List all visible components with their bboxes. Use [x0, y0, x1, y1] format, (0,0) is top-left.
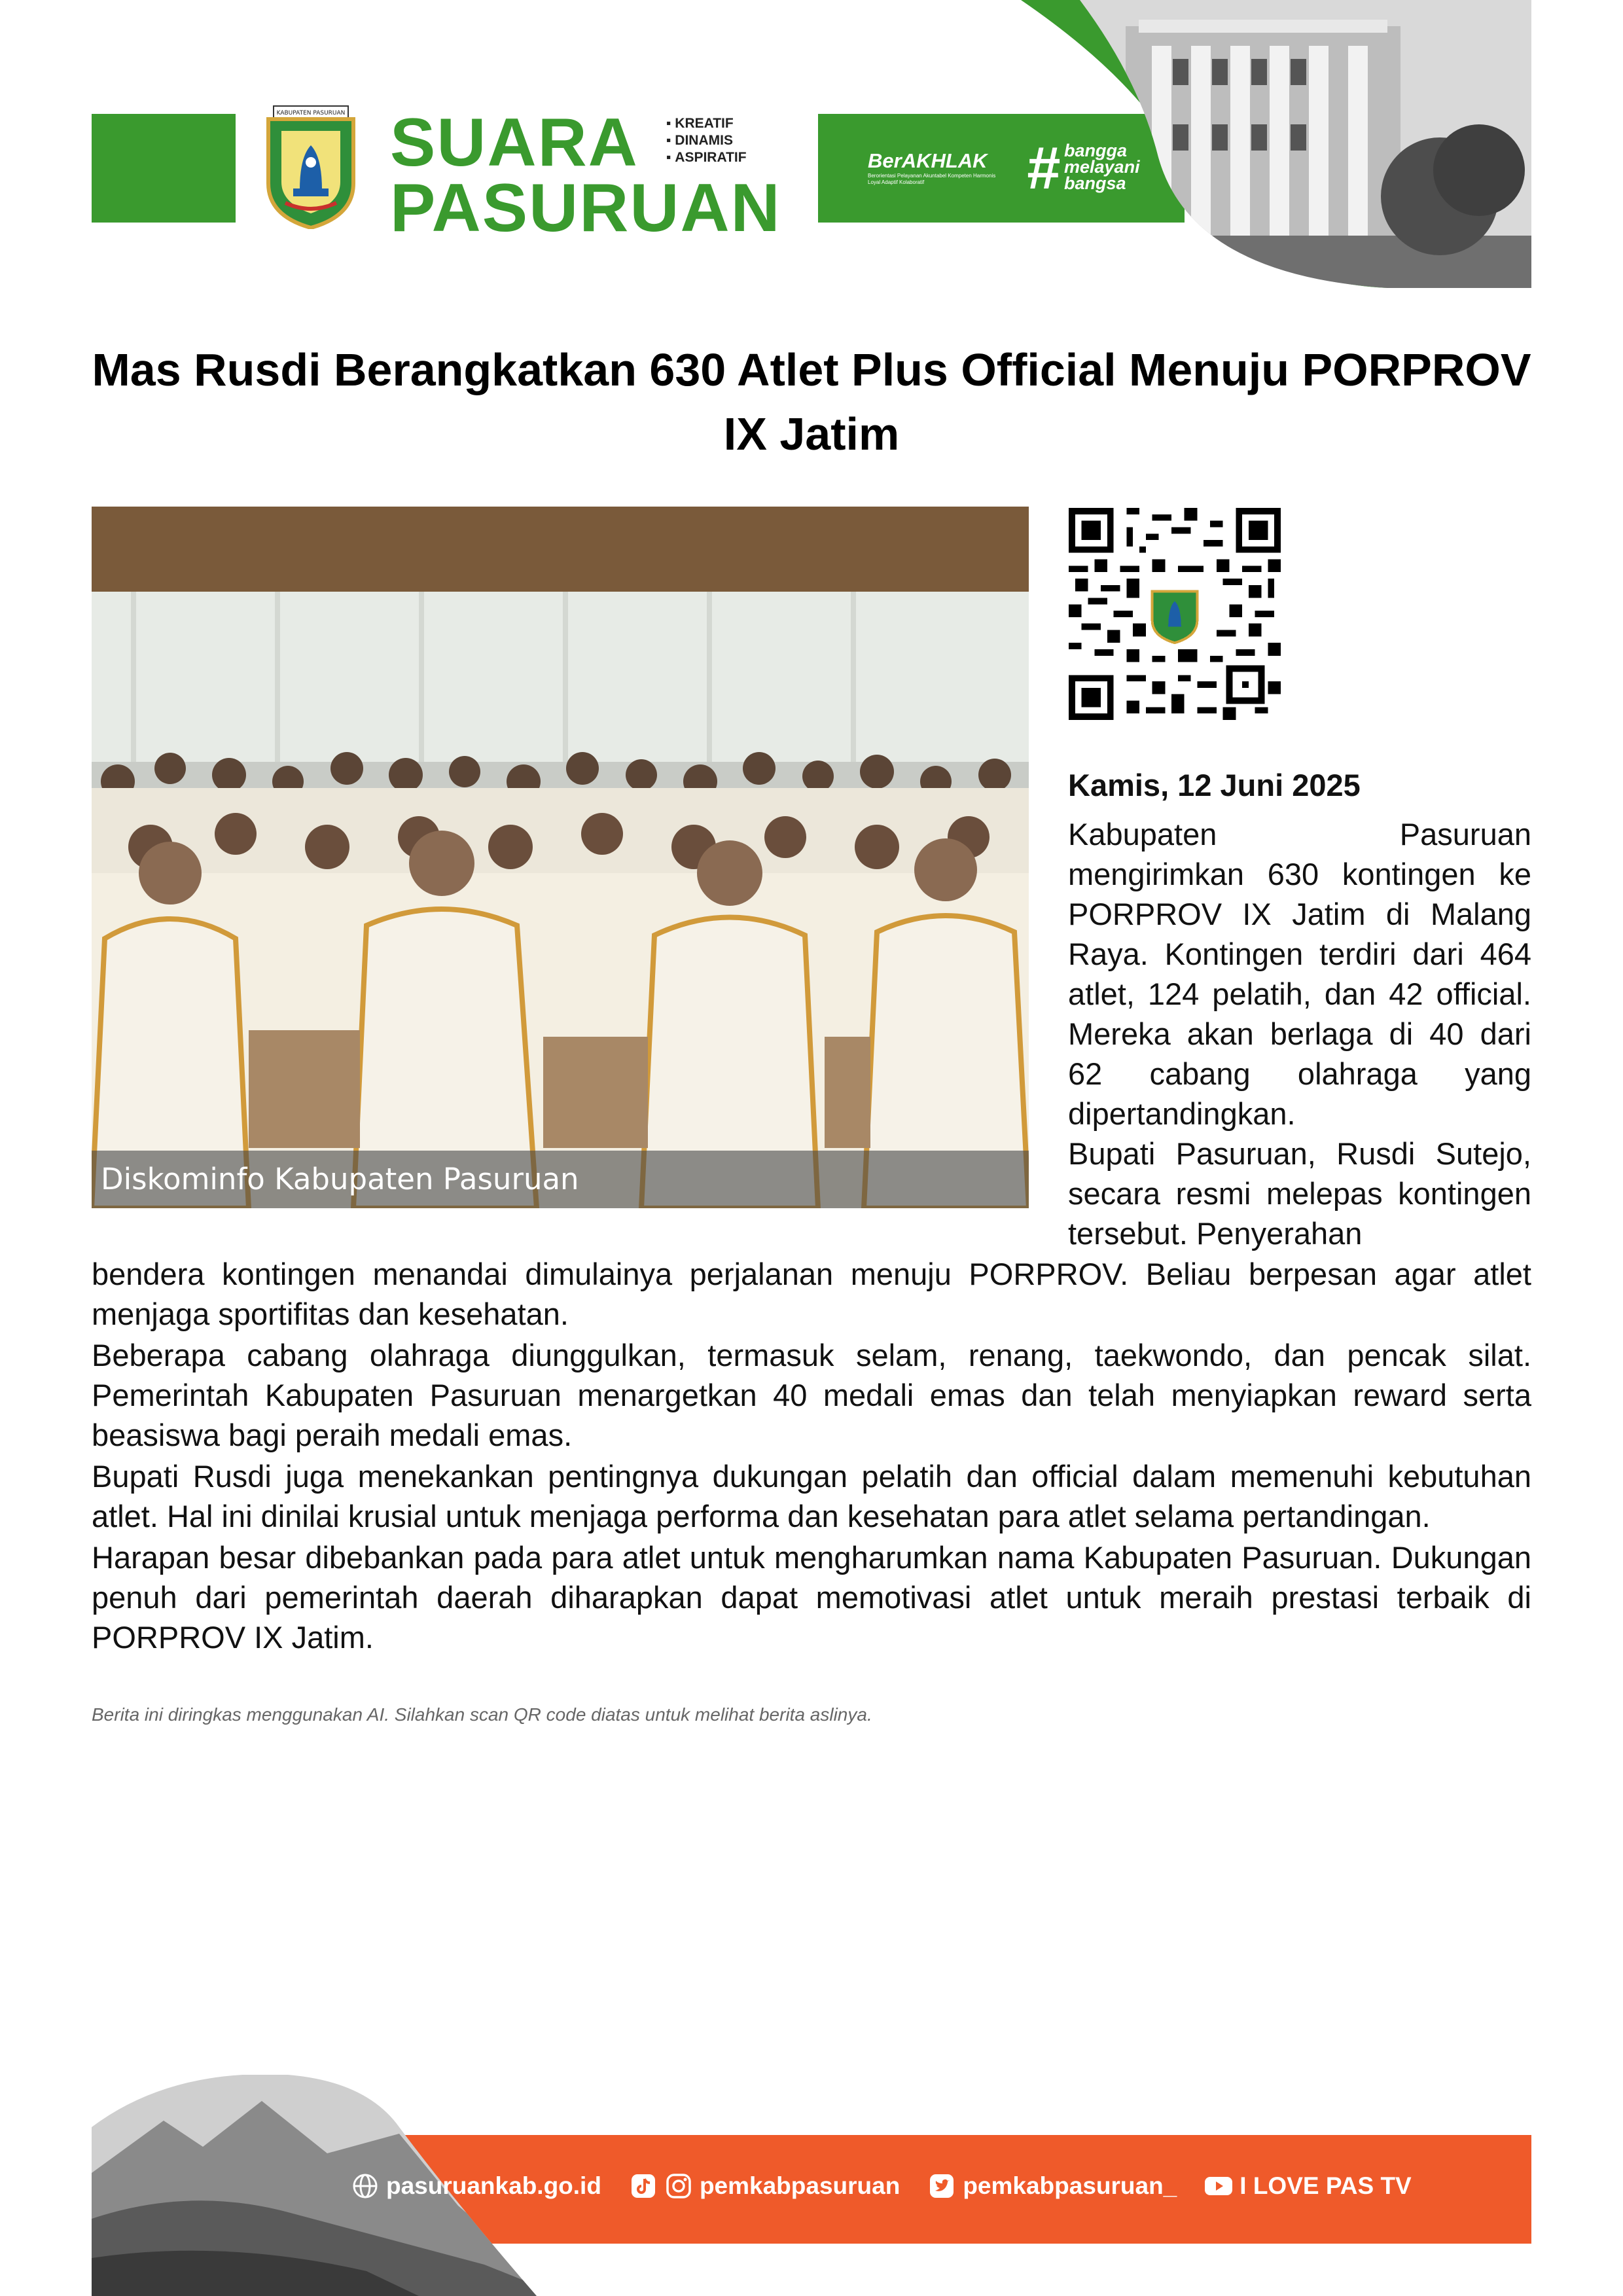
website-link[interactable]: pasuruankab.go.id — [386, 2172, 601, 2199]
berakhlak-subtitle: Berorientasi Pelayanan Akuntabel Kompeten Harmonis Loyal Adaptif Kolaboratif — [868, 173, 996, 185]
qr-code[interactable] — [1069, 508, 1281, 720]
tiktok-instagram-handle[interactable]: pemkabpasuruan — [699, 2172, 901, 2199]
twitter-handle[interactable]: pemkabpasuruan_ — [963, 2172, 1177, 2199]
brand-line-1: SUARA — [390, 105, 639, 181]
article-paragraph: bendera kontingen menandai dimulainya perjalanan menuju PORPROV. Beliau berpesan agar atlet menjaga sportifitas dan kesehatan. — [92, 1257, 1531, 1331]
youtube-icon — [1204, 2172, 1233, 2200]
footer-twitter[interactable] — [927, 2172, 1177, 2200]
twitter-icon — [927, 2172, 956, 2200]
tagline-item: ▪ KREATIF — [666, 115, 747, 132]
article-side-column — [1068, 814, 1531, 1253]
article-title: Mas Rusdi Berangkatkan 630 Atlet Plus Official Menuju PORPROV IX Jatim — [92, 344, 1531, 459]
footer-contacts — [351, 2172, 1439, 2200]
header-green-bar-left — [92, 114, 236, 223]
instagram-icon — [664, 2172, 693, 2200]
bangga-word: melayani — [1064, 157, 1140, 177]
brand-taglines — [666, 115, 747, 166]
footer-tiktok-instagram[interactable] — [629, 2172, 900, 2200]
tagline-item: ▪ DINAMIS — [666, 132, 747, 149]
article-photo — [92, 507, 1029, 1208]
article-paragraph: Kabupaten Pasuruan mengirimkan 630 kontingen ke PORPROV IX Jatim di Malang Raya. Kontingen terdiri dari 464 atlet, 124 pelatih, dan 42 official. Mereka akan berlaga di 40 dari 62 cabang olahraga yang dipertandingkan. — [1068, 817, 1531, 1131]
article-paragraph: Bupati Pasuruan, Rusdi Sutejo, secara resmi melepas kontingen tersebut. Penyerahan — [1068, 1136, 1531, 1251]
footer-website[interactable] — [351, 2172, 601, 2200]
tiktok-icon — [629, 2172, 658, 2200]
bangga-word: bangsa — [1064, 173, 1126, 193]
bangga-word: bangga — [1064, 141, 1128, 160]
tagline-item: ▪ ASPIRATIF — [666, 149, 747, 166]
article-paragraph: Harapan besar dibebankan pada para atlet untuk mengharumkan nama Kabupaten Pasuruan. Dukungan penuh dari pemerintah daerah diharapkan dapat memotivasi atlet untuk meraih prestasi terbaik di PORPROV IX Jatim. — [92, 1540, 1531, 1655]
youtube-channel[interactable]: I LOVE PAS TV — [1240, 2172, 1412, 2199]
photo-credit: Diskominfo Kabupaten Pasuruan — [92, 1151, 1029, 1208]
article-paragraph: Bupati Rusdi juga menekankan pentingnya dukungan pelatih dan official dalam memenuhi kebutuhan atlet. Hal ini dinilai krusial untuk menjaga performa dan kesehatan para atlet selama pertandingan. — [92, 1459, 1531, 1534]
globe-icon — [351, 2172, 380, 2200]
header-building-photo — [1021, 0, 1531, 288]
article-body — [92, 1254, 1531, 1659]
berakhlak-logo — [868, 149, 1005, 186]
article-date: Kamis, 12 Juni 2025 — [1068, 768, 1361, 802]
regency-crest-logo — [262, 105, 360, 229]
athletes-group-photo — [92, 507, 1029, 1208]
article-paragraph: Beberapa cabang olahraga diunggulkan, termasuk selam, renang, taekwondo, dan pencak silat. Pemerintah Kabupaten Pasuruan menargetkan 40 medali emas dan telah menyiapkan reward serta beasiswa bagi peraih medali emas. — [92, 1338, 1531, 1452]
berakhlak-title: BerAKHLAK — [868, 149, 988, 172]
footer-youtube[interactable] — [1204, 2172, 1411, 2200]
hashtag-icon: # — [1026, 135, 1060, 202]
svg-text:KABUPATEN PASURUAN: KABUPATEN PASURUAN — [276, 110, 346, 117]
brand-line-2: PASURUAN — [390, 170, 781, 246]
ai-disclaimer: Berita ini diringkas menggunakan AI. Silahkan scan QR code diatas untuk melihat berita aslinya. — [92, 1704, 872, 1725]
